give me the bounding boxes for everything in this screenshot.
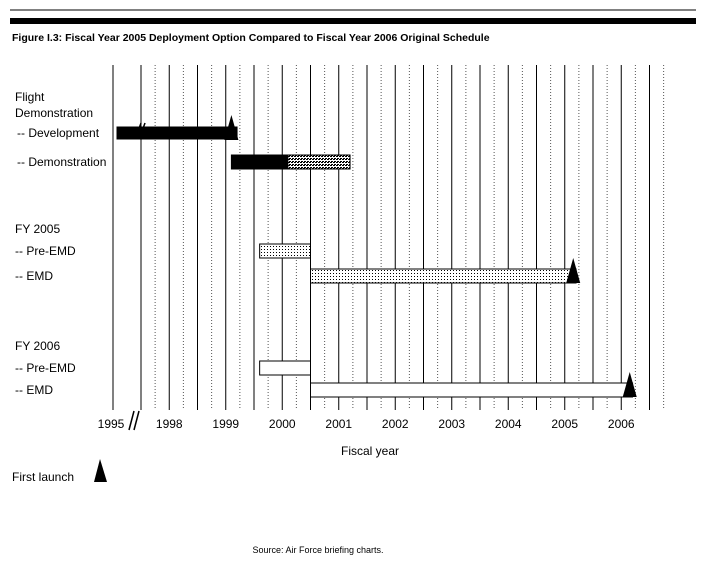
x-axis-ticks: [98, 417, 635, 431]
task-label: -- Pre-EMD: [15, 244, 76, 258]
axis-break-bottom-slash-2: [134, 411, 139, 430]
x-tick-label: 1998: [155, 417, 183, 431]
gantt-bar: [311, 269, 577, 283]
x-tick-label: 2001: [325, 417, 353, 431]
x-axis-label: Fiscal year: [340, 444, 400, 458]
x-tick-label: 2000: [268, 417, 296, 431]
gantt-bar: [260, 361, 311, 375]
task-label: -- Development: [17, 126, 100, 140]
gantt-bar: [231, 155, 288, 169]
chart-gridlines: [113, 65, 664, 410]
gantt-bar: [260, 244, 311, 258]
chart-bars: [117, 115, 637, 397]
x-tick-label: 1999: [212, 417, 240, 431]
task-label: -- EMD: [15, 383, 53, 397]
group-label: Demonstration: [15, 106, 94, 120]
task-label: -- Demonstration: [17, 155, 107, 169]
task-label: -- Pre-EMD: [15, 361, 76, 375]
chart-title: Figure I.3: Fiscal Year 2005 Deployment Option Compared to Fiscal Year 2006 Original Schedule: [12, 32, 490, 44]
x-tick-label: 1995: [97, 417, 125, 431]
group-label: Flight: [15, 90, 45, 104]
gantt-bar: [288, 155, 350, 169]
x-tick-label: 2003: [438, 417, 466, 431]
task-labels: [15, 90, 106, 397]
group-label: FY 2006: [15, 339, 61, 353]
axis-break-bottom-slash-1: [129, 411, 134, 430]
legend-label: First launch: [12, 470, 75, 484]
x-tick-label: 2002: [381, 417, 409, 431]
legend-triangle-icon: [94, 459, 107, 482]
source-note: Source: Air Force briefing charts.: [252, 545, 384, 555]
task-label: -- EMD: [15, 269, 53, 283]
x-tick-label: 2006: [607, 417, 635, 431]
axis-break: [129, 123, 145, 430]
group-label: FY 2005: [15, 222, 61, 236]
x-tick-label: 2004: [494, 417, 522, 431]
top-rule-thick: [10, 18, 696, 24]
gantt-bar: [311, 383, 633, 397]
gantt-bar: [117, 127, 237, 139]
legend: [12, 459, 107, 484]
x-tick-label: 2005: [551, 417, 579, 431]
